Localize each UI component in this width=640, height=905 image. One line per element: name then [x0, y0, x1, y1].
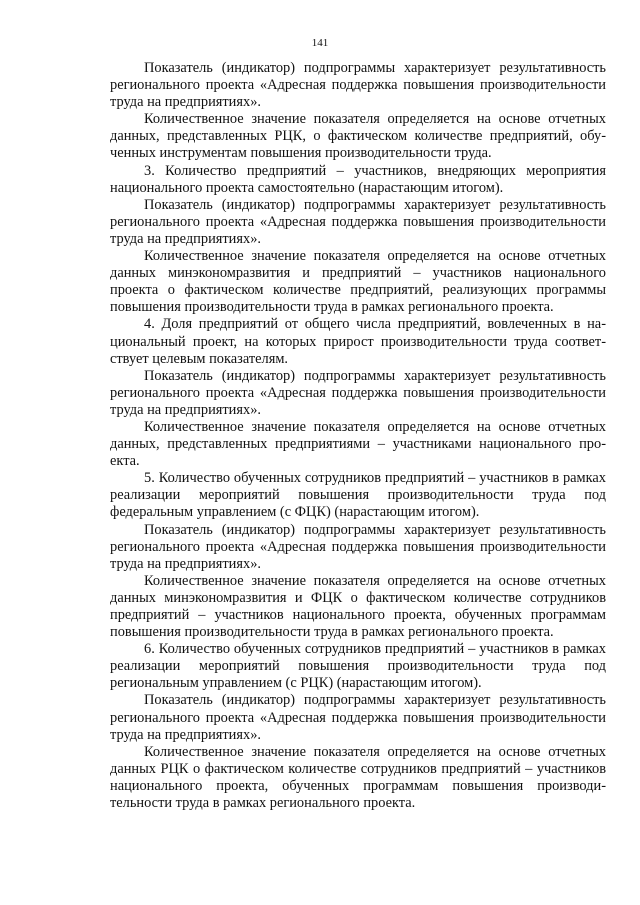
paragraph-indicator-3-title: 3. Количество предприятий – участников, внедряющих мероприятия национального проекта самостоятельно (нарастающим итогом).: [110, 162, 606, 196]
page-number: 141: [311, 37, 329, 49]
paragraph-indicator-description: Показатель (индикатор) подпрограммы характеризует результативность регионального проекта «Адресная поддержка повышения производительности труда на предприятиях».: [110, 367, 606, 418]
document-body: [110, 60, 606, 812]
paragraph-indicator-6-title: 6. Количество обученных сотрудников предприятий – участников в рамках реализации мероприятий повышения производительности труда под региональным управлением (с РЦК) (нарастающим итогом).: [110, 641, 606, 692]
paragraph-indicator-description: Показатель (индикатор) подпрограммы характеризует результативность регионального проекта «Адресная поддержка повышения производительности труда на предприятиях».: [110, 692, 606, 743]
paragraph-quantitative-value: Количественное значение показателя определяется на основе отчетных данных минэкономразвития и ФЦК о фактическом количестве сотрудников предприятий – участников национального проекта, обученных программам повышения производительности труда в рамках регионального проекта.: [110, 572, 606, 641]
paragraph-quantitative-value: Количественное значение показателя определяется на основе отчетных данных, представленных предприятиями – участниками национального проекта.: [110, 418, 606, 470]
paragraph-indicator-4-title: 4. Доля предприятий от общего числа предприятий, вовлеченных в национальный проект, на которых прирост производительности труда соответствует целевым показателям.: [110, 316, 606, 367]
paragraph-quantitative-value: Количественное значение показателя определяется на основе отчетных данных, представленных РЦК, о фактическом количестве предприятий, обученных инструментам повышения производительности труда.: [110, 111, 606, 162]
paragraph-indicator-description: Показатель (индикатор) подпрограммы характеризует результативность регионального проекта «Адресная поддержка повышения производительности труда на предприятиях».: [110, 521, 606, 572]
paragraph-quantitative-value: Количественное значение показателя определяется на основе отчетных данных РЦК о фактическом количестве сотрудников предприятий – участников национального проекта, обученных программам повышения производительности труда в рамках регионального проекта.: [110, 743, 606, 812]
paragraph-indicator-description: Показатель (индикатор) подпрограммы характеризует результативность регионального проекта «Адресная поддержка повышения производительности труда на предприятиях».: [110, 60, 606, 111]
paragraph-indicator-description: Показатель (индикатор) подпрограммы характеризует результативность регионального проекта «Адресная поддержка повышения производительности труда на предприятиях».: [110, 196, 606, 247]
paragraph-indicator-5-title: 5. Количество обученных сотрудников предприятий – участников в рамках реализации мероприятий повышения производительности труда под федеральным управлением (с ФЦК) (нарастающим итогом).: [110, 470, 606, 521]
paragraph-quantitative-value: Количественное значение показателя определяется на основе отчетных данных минэкономразвития и предприятий – участников национального проекта о фактическом количестве предприятий, реализующих программы повышения производительности труда в рамках регионального проекта.: [110, 248, 606, 316]
